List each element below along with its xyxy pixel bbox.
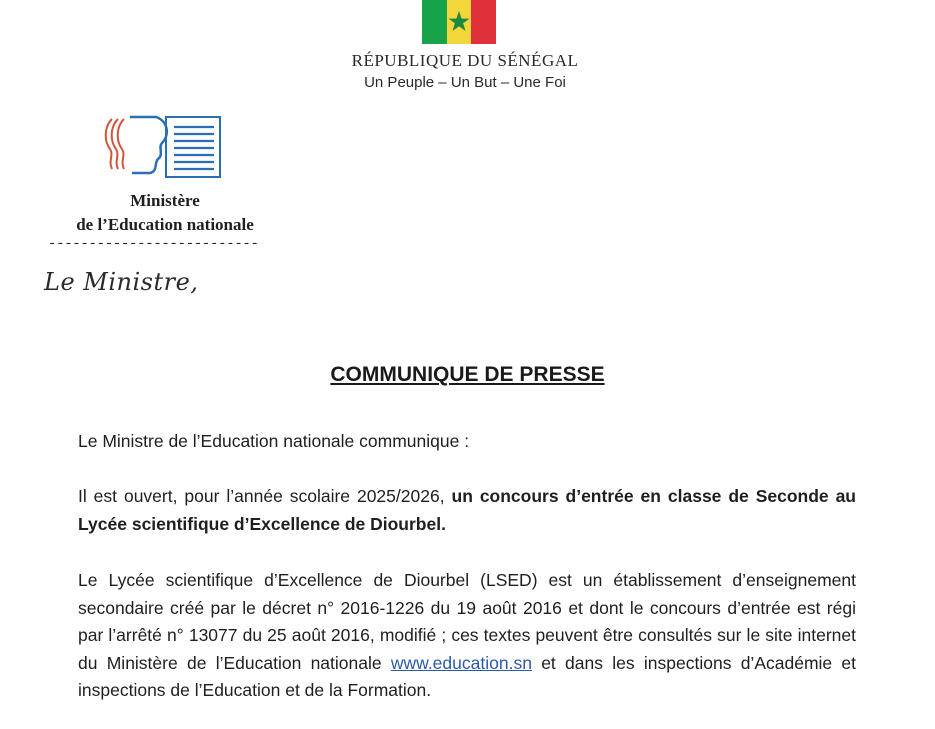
description-paragraph <box>78 567 856 705</box>
announcement-paragraph <box>78 483 856 538</box>
minister-heading: Le Ministre, <box>44 268 199 296</box>
announcement-text: Il est ouvert, pour l’année scolaire 2025/2026, <box>78 486 452 506</box>
republic-name: RÉPUBLIQUE DU SÉNÉGAL <box>351 51 579 70</box>
national-motto: Un Peuple – Un But – Une Foi <box>364 74 566 91</box>
intro-paragraph: Le Ministre de l’Education nationale communique : <box>78 431 470 451</box>
description-text: Le Lycée scientifique d’Excellence de Diourbel (LSED) est un établissement d’enseignement secondaire créé par le décret n° 2016-1226 du 19 août 2016 et dont le concours d’entrée est régi par l’arrêté n° 13077 du 25 août 2016, modifié ; ces textes peuvent être consultés sur le site internet du Ministère de l’Education nationale <box>78 570 856 673</box>
ministry-logo-icon <box>98 115 224 181</box>
ministry-name <box>40 189 290 237</box>
senegal-flag <box>422 0 496 44</box>
ministry-line-1: Ministère <box>130 191 200 210</box>
announcement-bold-text: un concours d’entrée en classe de Seconde au Lycée scientifique d’Excellence de Diourbel. <box>78 486 856 534</box>
flag-star-icon <box>422 0 496 44</box>
ministry-separator: -------------------------- <box>48 236 259 252</box>
ministry-line-2: de l’Education nationale <box>76 215 254 234</box>
description-tail-text: et dans les inspections d’Académie et inspections de l’Education et de la Formation. <box>78 652 856 700</box>
education-website-link[interactable]: www.education.sn <box>390 652 532 673</box>
press-release-title: COMMUNIQUE DE PRESSE <box>330 363 605 386</box>
